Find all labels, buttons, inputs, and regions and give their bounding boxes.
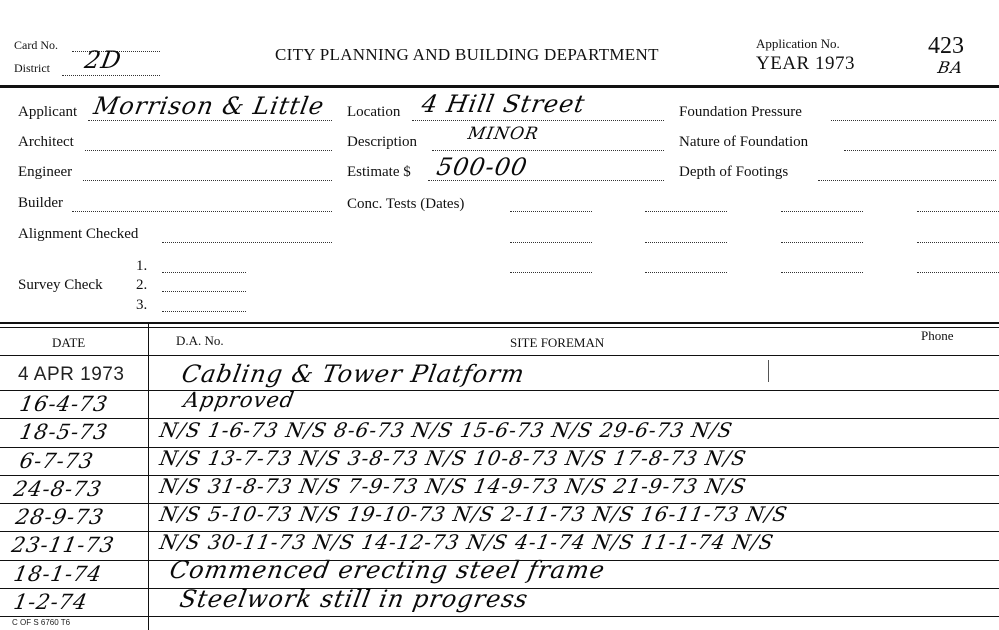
log-row-8-date: 1-2-74 [11, 590, 90, 614]
district-line [62, 75, 160, 76]
survey-item-2: 2. [136, 277, 148, 293]
conc-test-line [917, 211, 999, 212]
phone-header: Phone [921, 328, 954, 343]
engineer-label: Engineer [18, 164, 73, 180]
date-column-divider [148, 324, 149, 630]
log-row-7-date: 18-1-74 [11, 562, 105, 586]
card-no-label: Card No. [14, 38, 58, 52]
log-row-5-date: 28-9-73 [13, 505, 107, 529]
application-no-label: Application No. [756, 36, 840, 51]
description-label: Description [347, 134, 417, 150]
da-no-header: D.A. No. [176, 333, 224, 348]
log-row-3-date: 6-7-73 [17, 449, 96, 473]
nature-foundation-label: Nature of Foundation [679, 134, 809, 150]
log-row-6-date: 23-11-73 [9, 533, 117, 557]
application-initials: BA [936, 58, 965, 77]
conc-test-line [510, 211, 592, 212]
log-row-3-entry: N/S 13-7-73 N/S 3-8-73 N/S 10-8-73 N/S 17-8-73 N/S [157, 446, 749, 470]
year-label: YEAR 1973 [756, 53, 855, 74]
nature-foundation-line [844, 150, 996, 151]
conc-test-line [510, 242, 592, 243]
date-header: DATE [52, 335, 86, 350]
conc-test-line [781, 211, 863, 212]
applicant-label: Applicant [18, 104, 78, 120]
department-title: CITY PLANNING AND BUILDING DEPARTMENT [275, 45, 659, 64]
location-line [412, 120, 664, 121]
log-row-2-date: 18-5-73 [17, 420, 111, 444]
log-row-1-date: 16-4-73 [17, 392, 111, 416]
application-number: 423 [928, 33, 964, 59]
architect-line [85, 150, 332, 151]
depth-footings-line [818, 180, 996, 181]
form-code: C OF S 6760 T6 [12, 618, 71, 627]
district-value: 2D [82, 46, 124, 74]
conc-test-line [645, 211, 727, 212]
survey-item-3: 3. [136, 297, 148, 313]
applicant-value: Morrison & Little [91, 92, 327, 120]
log-row-6-entry: N/S 30-11-73 N/S 14-12-73 N/S 4-1-74 N/S 11-1-74 N/S [157, 530, 776, 554]
architect-label: Architect [18, 134, 74, 150]
log-row-4-entry: N/S 31-8-73 N/S 7-9-73 N/S 14-9-73 N/S 21-9-73 N/S [157, 474, 749, 498]
survey-check-label: Survey Check [18, 277, 103, 293]
log-row-7-entry: Commenced erecting steel frame [167, 556, 608, 584]
applicant-line [88, 120, 332, 121]
conc-test-line [645, 242, 727, 243]
survey-line-3 [162, 311, 246, 312]
table-top-rule-2 [0, 327, 999, 328]
estimate-value: 500-00 [434, 153, 530, 181]
table-top-rule [0, 322, 999, 324]
log-row-5-entry: N/S 5-10-73 N/S 19-10-73 N/S 2-11-73 N/S 16-11-73 N/S [157, 502, 790, 526]
location-label: Location [347, 104, 401, 120]
conc-test-line [781, 242, 863, 243]
district-label: District [14, 61, 50, 75]
survey-line-1 [162, 272, 246, 273]
log-row-4-date: 24-8-73 [11, 477, 105, 501]
conc-test-line [510, 272, 592, 273]
site-foreman-header: SITE FOREMAN [510, 335, 605, 350]
phone-tick [768, 360, 769, 382]
conc-test-line [781, 272, 863, 273]
conc-test-line [917, 242, 999, 243]
description-line [432, 150, 664, 151]
survey-item-1: 1. [136, 258, 148, 274]
foundation-pressure-line [831, 120, 996, 121]
builder-label: Builder [18, 195, 63, 211]
engineer-line [83, 180, 332, 181]
survey-line-2 [162, 291, 246, 292]
conc-test-line [917, 272, 999, 273]
log-row-2-entry: N/S 1-6-73 N/S 8-6-73 N/S 15-6-73 N/S 29-6-73 N/S [157, 418, 735, 442]
header-rule [0, 85, 999, 88]
log-row-1-entry: Approved [181, 388, 297, 412]
log-row-0-entry: Cabling & Tower Platform [179, 360, 528, 388]
header-row-rule [0, 355, 999, 356]
description-value: MINOR [466, 124, 541, 144]
alignment-label: Alignment Checked [18, 226, 139, 242]
log-row-8-entry: Steelwork still in progress [177, 585, 531, 613]
row-rule [0, 616, 999, 617]
depth-footings-label: Depth of Footings [679, 164, 789, 180]
log-row-0-date: 4 APR 1973 [18, 364, 125, 385]
conc-test-line [645, 272, 727, 273]
foundation-pressure-label: Foundation Pressure [679, 104, 802, 120]
estimate-label: Estimate $ [347, 164, 411, 180]
row-rule [0, 390, 999, 391]
builder-line [72, 211, 332, 212]
location-value: 4 Hill Street [419, 90, 588, 118]
alignment-line [162, 242, 332, 243]
conc-tests-label: Conc. Tests (Dates) [347, 196, 465, 212]
